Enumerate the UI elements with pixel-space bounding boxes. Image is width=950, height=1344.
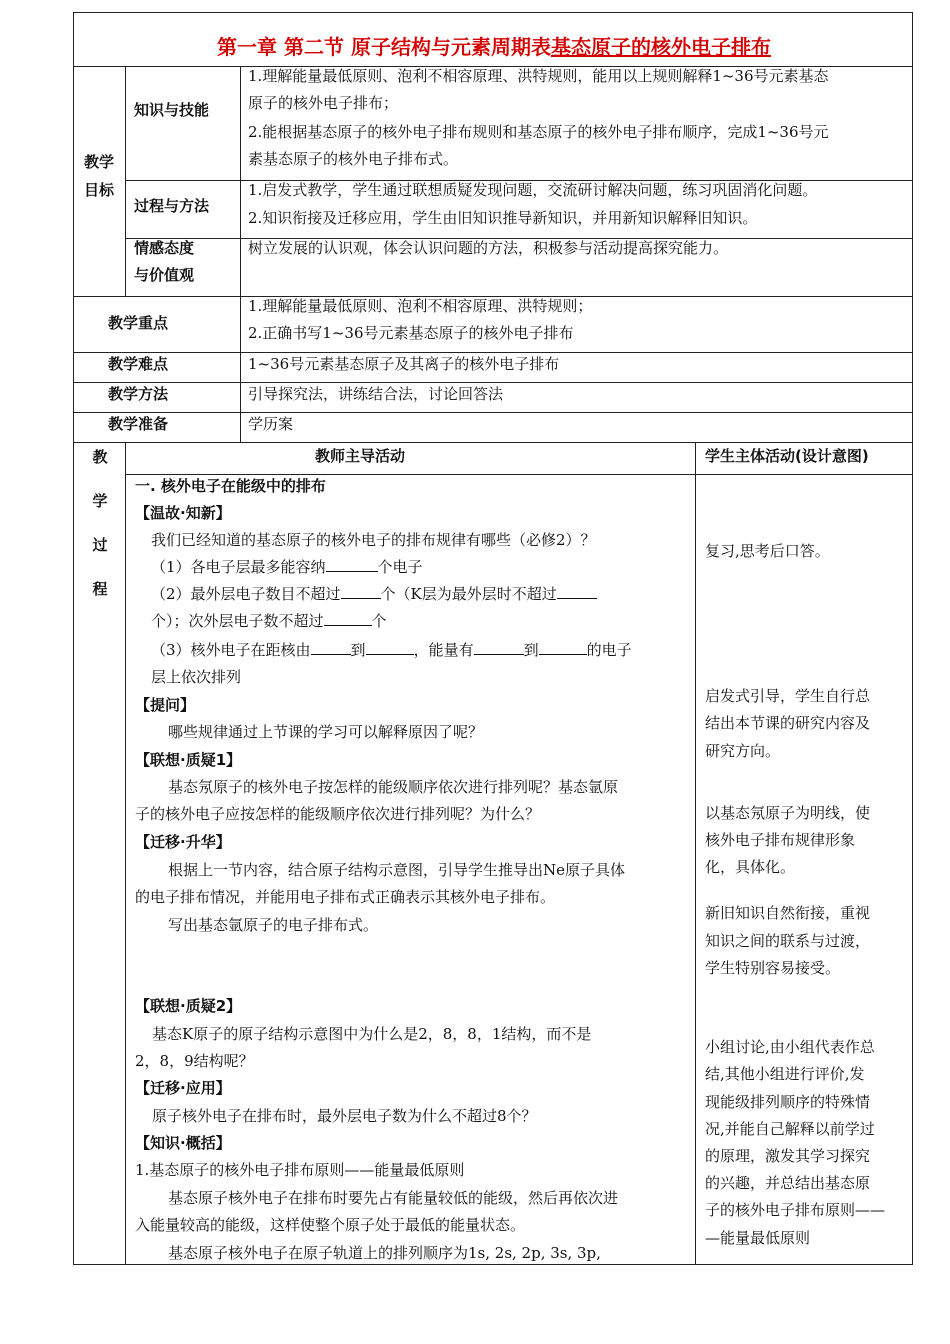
fill3-text-b: 到 [350, 641, 366, 659]
fill3-text-c: ，能量有 [413, 641, 474, 659]
assoc2-line-1: 基态K原子的原子结构示意图中为什么是2，8，8，1结构，而不是 [152, 1025, 592, 1043]
transfer1-line-2: 的电子排布情况，并能用电子排布式正确表示其核外电子排布。 [135, 888, 556, 906]
answer-blank[interactable] [557, 584, 597, 599]
student-note-5-line-1: 小组讨论,由小组代表作总 [705, 1038, 875, 1056]
review-heading: 【温故·知新】 [135, 504, 231, 522]
student-note-2-line-3: 研究方向。 [705, 742, 781, 760]
student-note-4-line-2: 知识之间的联系与过渡， [705, 932, 871, 950]
fill-line-2-cont [151, 611, 387, 631]
student-column-header: 学生主体活动(设计意图) [705, 447, 869, 465]
fill1-text-a: （1）各电子层最多能容纳 [151, 558, 326, 576]
student-note-5-line-2: 结,其他小组进行评价,发 [705, 1065, 865, 1083]
col-divider [240, 66, 241, 442]
fill3-text-d: 到 [523, 641, 539, 659]
student-note-5-line-5: 的原理，激发其学习探究 [705, 1147, 871, 1165]
table-right-border [912, 12, 913, 1264]
row-divider [73, 352, 913, 353]
student-note-3-line-1: 以基态氖原子为明线，使 [705, 804, 871, 822]
ask-heading: 【提问】 [135, 696, 196, 714]
key-points-line-2: 2.正确书写1~36号元素基态原子的核外电子排布 [248, 324, 574, 342]
table-bottom-border [73, 1264, 913, 1265]
methods-text: 引导探究法，讲练结合法，讨论回答法 [248, 385, 504, 403]
key-points-label: 教学重点 [108, 314, 169, 332]
fill3-text-f: 层上依次排列 [151, 668, 242, 686]
table-top-border [73, 12, 913, 13]
student-note-1: 复习,思考后口答。 [705, 542, 830, 560]
answer-blank[interactable] [311, 640, 351, 655]
student-note-2-line-2: 结出本节课的研究内容及 [705, 714, 871, 732]
knowledge-line-2: 原子的核外电子排布； [248, 94, 399, 112]
fill-line-3 [151, 640, 632, 660]
teacher-column-header: 教师主导活动 [315, 447, 406, 465]
knowledge-line-3: 2.能根据基态原子的核外电子排布规则和基态原子的核外电子排布顺序，完成1~36号元 [248, 123, 829, 141]
fill2-text-c: 个）；次外层电子数不超过 [151, 612, 324, 630]
difficulties-text: 1~36号元素基态原子及其离子的核外电子排布 [248, 355, 560, 373]
section-heading: 一. 核外电子在能级中的排布 [135, 477, 326, 495]
col-divider [125, 66, 126, 296]
student-note-4-line-3: 学生特别容易接受。 [705, 959, 841, 977]
methods-label: 教学方法 [108, 385, 169, 403]
transfer1-heading: 【迁移·升华】 [135, 833, 231, 851]
assoc1-line-1: 基态氖原子的核外电子按怎样的能级顺序依次进行排列呢？基态氩原 [168, 778, 619, 796]
process-vertical-label-1: 教 [92, 448, 108, 466]
fill2-text-b: 个（K层为最外层时不超过 [380, 585, 557, 603]
row-divider [73, 412, 913, 413]
process-method-line-2: 2.知识衔接及迁移应用，学生由旧知识推导新知识，并用新知识解释旧知识。 [248, 209, 758, 227]
answer-blank[interactable] [324, 611, 372, 626]
student-note-5-line-8: —能量最低原则 [705, 1229, 811, 1247]
process-vertical-label-3: 过 [92, 536, 108, 554]
process-vertical-label-2: 学 [92, 492, 108, 510]
ask-text: 哪些规律通过上节课的学习可以解释原因了呢？ [168, 723, 484, 741]
summary-heading: 【知识·概括】 [135, 1134, 231, 1152]
fill1-text-b: 个电子 [377, 558, 423, 576]
assoc2-heading: 【联想·质疑2】 [135, 997, 242, 1015]
summary-line-3: 基态原子核外电子在原子轨道上的排列顺序为1s, 2s, 2p, 3s, 3p, [168, 1244, 601, 1262]
fill-line-1 [151, 557, 423, 577]
preparation-text: 学历案 [248, 415, 294, 433]
fill2-text-a: （2）最外层电子数目不超过 [151, 585, 341, 603]
assoc1-heading: 【联想·质疑1】 [135, 751, 242, 769]
answer-blank[interactable] [341, 584, 381, 599]
fill2-text-d: 个 [371, 612, 387, 630]
row-divider [73, 442, 913, 443]
summary-title: 1.基态原子的核外电子排布原则——能量最低原则 [135, 1161, 465, 1179]
student-note-3-line-2: 核外电子排布规律形象 [705, 831, 856, 849]
process-vertical-label-4: 程 [92, 580, 108, 598]
emotion-line-1: 树立发展的认识观，体会认识问题的方法，积极参与活动提高探究能力。 [248, 239, 729, 257]
transfer2-text: 原子核外电子在排布时，最外层电子数为什么不超过8个？ [152, 1107, 537, 1125]
knowledge-line-4: 素基态原子的核外电子排布式。 [248, 150, 459, 168]
student-note-5-line-7: 子的核外电子排布原则—— [705, 1201, 886, 1219]
process-method-line-1: 1.启发式教学，学生通过联想质疑发现问题，交流研讨解决问题，练习巩固消化问题。 [248, 181, 818, 199]
page-title [75, 34, 913, 60]
assoc1-line-2: 子的核外电子应按怎样的能级顺序依次进行排列呢？为什么？ [135, 805, 541, 823]
answer-blank[interactable] [539, 640, 587, 655]
emotion-label-line1: 情感态度 [134, 239, 195, 257]
student-note-5-line-4: 况,并能自己解释以前学过 [705, 1120, 875, 1138]
fill-line-2 [151, 584, 597, 604]
assoc2-line-2: 2，8，9结构呢？ [135, 1052, 254, 1070]
knowledge-line-1: 1.理解能量最低原则、泡利不相容原理、洪特规则，能用以上规则解释1~36号元素基态 [248, 67, 829, 85]
answer-blank[interactable] [326, 557, 378, 572]
student-note-5-line-3: 现能级排列顺序的特殊情 [705, 1093, 871, 1111]
fill3-text-e: 的电子 [586, 641, 632, 659]
row-divider [73, 382, 913, 383]
student-note-5-line-6: 的兴趣，并总结出基态原 [705, 1174, 871, 1192]
review-question: 我们已经知道的基态原子的核外电子的排布规律有哪些（必修2）？ [151, 531, 596, 549]
transfer2-heading: 【迁移·应用】 [135, 1079, 231, 1097]
objectives-label-line2: 目标 [84, 181, 115, 199]
knowledge-label: 知识与技能 [134, 101, 210, 119]
fill3-text-a: （3）核外电子在距核由 [151, 641, 311, 659]
table-left-border [73, 12, 74, 1264]
answer-blank[interactable] [366, 640, 414, 655]
emotion-label-line2: 与价值观 [134, 266, 195, 284]
col-divider [695, 442, 696, 1264]
row-divider [125, 474, 913, 475]
col-divider [125, 442, 126, 1264]
student-note-4-line-1: 新旧知识自然衔接，重视 [705, 904, 871, 922]
student-note-3-line-3: 化，具体化。 [705, 858, 796, 876]
process-method-label: 过程与方法 [134, 197, 210, 215]
objectives-label-line1: 教学 [84, 153, 115, 171]
preparation-label: 教学准备 [108, 415, 169, 433]
summary-line-2: 入能量较高的能级，这样使整个原子处于最低的能量状态。 [135, 1216, 526, 1234]
answer-blank[interactable] [474, 640, 524, 655]
transfer1-line-3: 写出基态氩原子的电子排布式。 [168, 916, 379, 934]
title-chapter: 第一章 第二节 原子结构与元素周期表 [217, 35, 551, 59]
summary-line-1: 基态原子核外电子在排布时要先占有能量较低的能级，然后再依次进 [168, 1189, 619, 1207]
transfer1-line-1: 根据上一节内容，结合原子结构示意图，引导学生推导出Ne原子具体 [168, 861, 626, 879]
title-topic: 基态原子的核外电子排布 [550, 35, 771, 59]
difficulties-label: 教学难点 [108, 355, 169, 373]
student-note-2-line-1: 启发式引导，学生自行总 [705, 687, 871, 705]
key-points-line-1: 1.理解能量最低原则、泡利不相容原理、洪特规则； [248, 297, 593, 315]
